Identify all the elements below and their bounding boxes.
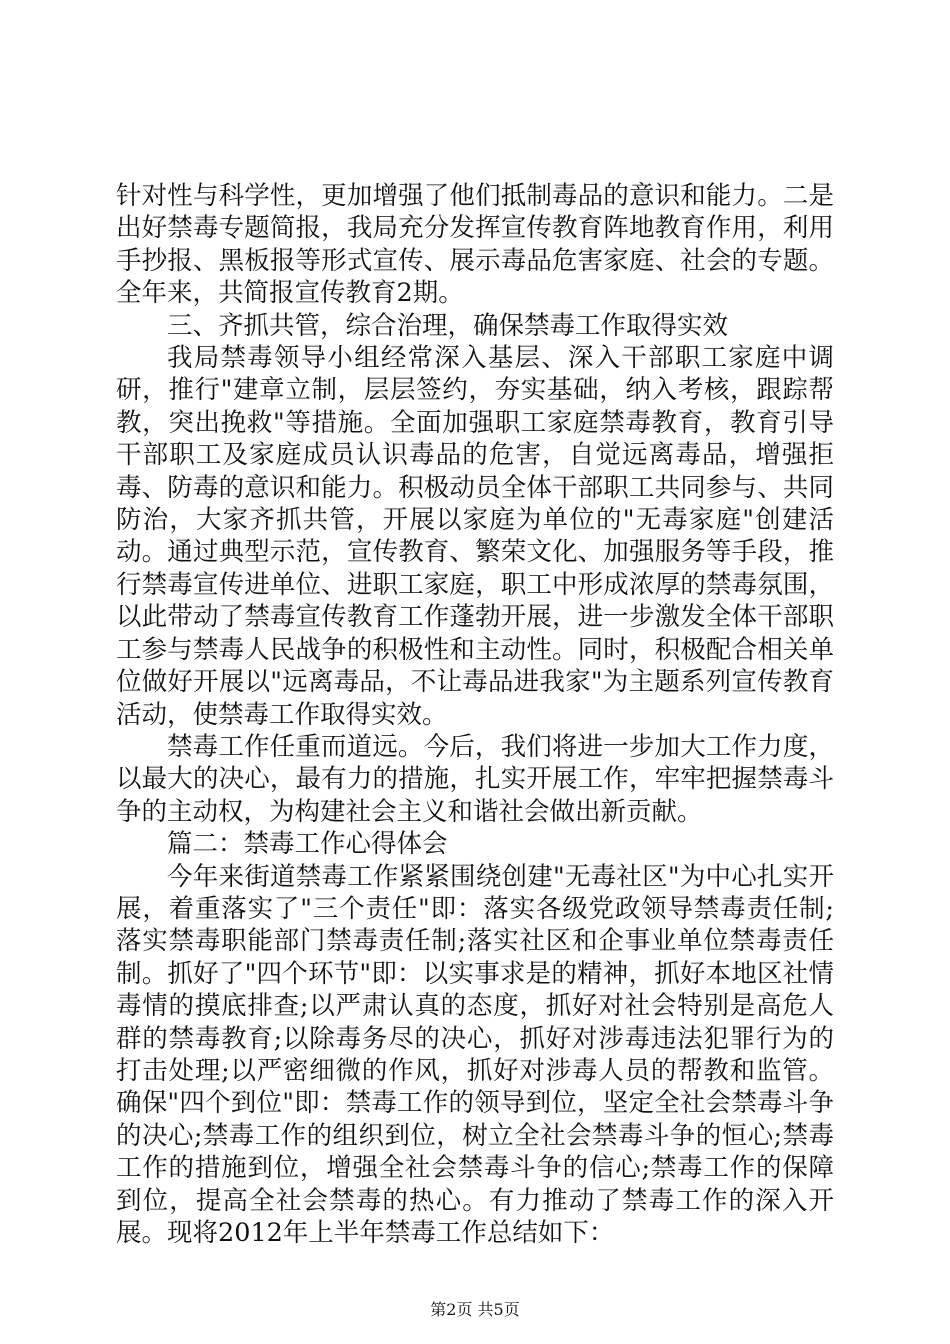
paragraph-conclusion: 禁毒工作任重而道远。今后，我们将进一步加大工作力度，以最大的决心，最有力的措施，扎实开展工作，牢牢把握禁毒斗争的主动权，为构建社会主义和谐社会做出新贡献。 [116, 731, 834, 827]
paragraph-family-education: 我局禁毒领导小组经常深入基层、深入干部职工家庭中调研，推行"建章立制，层层签约，夯实基础，纳入考核，跟踪帮教，突出挽救"等措施。全面加强职工家庭禁毒教育，教育引导干部职工及家庭成员认识毒品的危害，自觉远离毒品，增强拒毒、防毒的意识和能力。积极动员全体干部职工共同参与、共同防治，大家齐抓共管，开展以家庭为单位的"无毒家庭"创建活动。通过典型示范，宣传教育、繁荣文化、加强服务等手段，推行禁毒宣传进单位、进职工家庭，职工中形成浓厚的禁毒氛围，以此带动了禁毒宣传教育工作蓬勃开展，进一步激发全体干部职工参与禁毒人民战争的积极性和主动性。同时，积极配合相关单位做好开展以"远离毒品，不让毒品进我家"为主题系列宣传教育活动，使禁毒工作取得实效。 [116, 343, 834, 730]
page-number-footer: 第2页 共5页 [430, 1300, 520, 1319]
paragraph-continuation: 针对性与科学性，更加增强了他们抵制毒品的意识和能力。二是出好禁毒专题简报，我局充分发挥宣传教育阵地教育作用，利用手抄报、黑板报等形式宣传、展示毒品危害家庭、社会的专题。全年来，共简报宣传教育2期。 [116, 181, 834, 309]
document-body [116, 180, 834, 1249]
paragraph-street-work: 今年来街道禁毒工作紧紧围绕创建"无毒社区"为中心扎实开展，着重落实了"三个责任"即：落实各级党政领导禁毒责任制;落实禁毒职能部门禁毒责任制;落实社区和企事业单位禁毒责任制。抓好了"四个环节"即：以实事求是的精神，抓好本地区社情毒情的摸底排查;以严肃认真的态度，抓好对社会特别是高危人群的禁毒教育;以除毒务尽的决心，抓好对涉毒违法犯罪行为的打击处理;以严密细微的作风，抓好对涉毒人员的帮教和监管。确保"四个到位"即：禁毒工作的领导到位，坚定全社会禁毒斗争的决心;禁毒工作的组织到位，树立全社会禁毒斗争的恒心;禁毒工作的措施到位，增强全社会禁毒斗争的信心;禁毒工作的保障到位，提高全社会禁毒的热心。有力推动了禁毒工作的深入开展。现将2012年上半年禁毒工作总结如下： [116, 861, 834, 1248]
section-heading-part-two: 篇二：禁毒工作心得体会 [167, 829, 448, 860]
section-heading-three: 三、齐抓共管，综合治理，确保禁毒工作取得实效 [167, 310, 729, 341]
